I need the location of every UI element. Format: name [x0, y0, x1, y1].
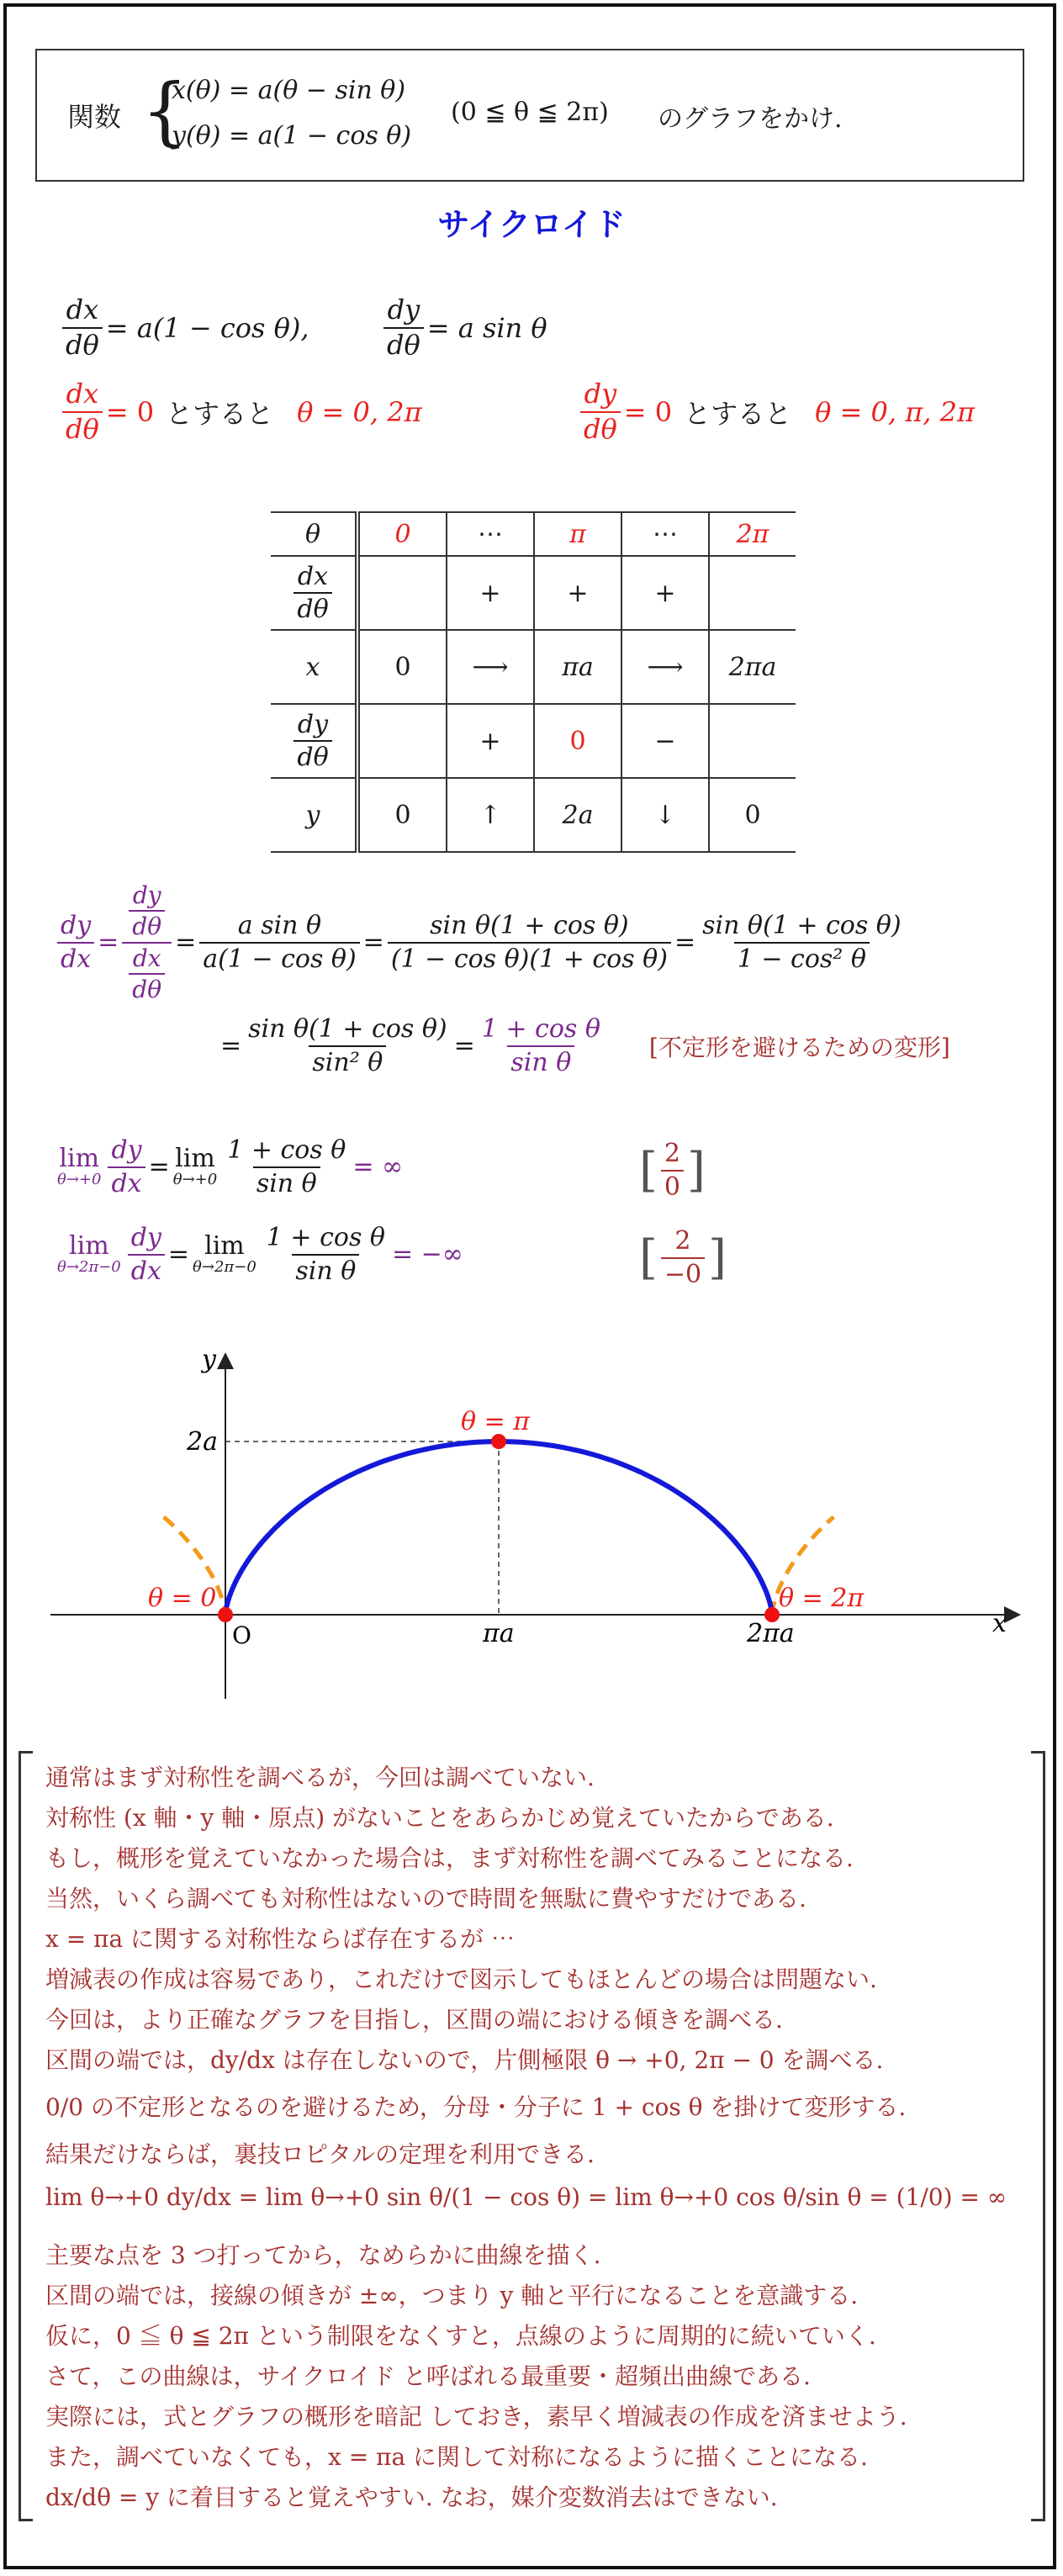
notes-bracket-right: [1031, 1751, 1045, 2521]
table-cell: ⟶: [621, 630, 709, 704]
lim2-func-num: 1 + cos θ: [266, 1223, 385, 1252]
note-line: x = πa に関する対称性ならば存在するが ⋯: [45, 1925, 515, 1953]
table-cell: πa: [534, 630, 621, 704]
lim2-dy: dy: [130, 1223, 161, 1252]
problem-suffix: のグラフをかけ.: [658, 104, 843, 134]
x-axis-label: x: [992, 1609, 1007, 1638]
table-cell: ⟶: [447, 630, 534, 704]
zero-condition-dy: [577, 380, 975, 443]
note-line: もし，概形を覚えていなかった場合は，まず対称性を調べてみることになる.: [45, 1844, 854, 1872]
slope-line-1: [54, 883, 908, 1002]
form2-den: −0: [661, 1257, 705, 1288]
point-theta-0: [218, 1607, 233, 1622]
table-row: [271, 778, 796, 852]
slope-result-num: 1 + cos θ: [481, 1014, 600, 1044]
problem-prefix: 関数: [67, 101, 122, 133]
limit-minus-form: [639, 1228, 727, 1288]
slope-step4-num: sin θ(1 + cos θ): [248, 1014, 447, 1044]
lim2-dx: dx: [128, 1254, 165, 1285]
lim1-eq: =: [148, 1152, 170, 1182]
y-axis-label: y: [202, 1345, 216, 1374]
table-cell-dydtheta: [271, 704, 357, 778]
table-dy-den: dθ: [294, 740, 331, 771]
bracket-open-2: [: [639, 1230, 658, 1285]
slope-step2-num: sin θ(1 + cos θ): [430, 911, 629, 941]
table-dy-num: dy: [297, 709, 329, 739]
limit-plus-form: [639, 1140, 706, 1200]
limit-plus: [54, 1137, 403, 1197]
x-tick-2pia: 2πa: [747, 1619, 795, 1648]
lim2-word: lim: [69, 1231, 109, 1262]
slope-result-den: sin θ: [507, 1045, 574, 1076]
table-cell: +: [447, 704, 534, 778]
table-cell: y: [271, 778, 357, 852]
slope-compound-frac: [122, 883, 172, 1002]
note-line: 主要な点を 3 つ打ってから，なめらかに曲線を描く.: [45, 2241, 601, 2269]
bracket-open: [: [639, 1143, 658, 1198]
problem-eq1: x(θ) = a(θ − sin θ): [172, 76, 406, 105]
page-title: サイクロイド: [437, 206, 626, 243]
increase-decrease-table: [271, 511, 796, 853]
slope-cf-dtheta2: dθ: [129, 973, 165, 1002]
form1-den: 0: [661, 1170, 684, 1201]
table-cell: +: [534, 556, 621, 630]
slope-step4-den: sin² θ: [309, 1045, 386, 1076]
slope-dy: dy: [61, 911, 92, 941]
limit-minus: [54, 1225, 463, 1284]
zero2-lhs: = 0: [623, 395, 673, 428]
table-row: [271, 512, 796, 556]
problem-box: [35, 49, 1024, 182]
lim1-result: = ∞: [352, 1152, 404, 1182]
lim1-func-num: 1 + cos θ: [227, 1135, 346, 1165]
table-cell-dxdtheta: [271, 556, 357, 630]
lim2-eq: =: [167, 1240, 190, 1269]
table-cell: 2πa: [709, 630, 796, 704]
lim1-sub-2: θ→+0: [172, 1170, 218, 1188]
notes-bracket-left: [19, 1751, 33, 2521]
slope-eq-3: =: [362, 928, 384, 958]
table-cell: [709, 704, 796, 778]
dy-num: dy: [387, 294, 420, 325]
problem-range: (0 ≦ θ ≦ 2π): [451, 98, 609, 127]
table-cell: θ: [271, 512, 357, 556]
form2-num: 2: [674, 1226, 691, 1256]
table-cell: −: [621, 704, 709, 778]
slope-eq: =: [98, 928, 119, 958]
slope-line-2: [220, 1016, 950, 1076]
table-row: [271, 630, 796, 704]
slope-note: [不定形を避けるための変形]: [648, 1033, 950, 1061]
table-cell: ⋯: [621, 512, 709, 556]
table-row: [271, 704, 796, 778]
table-cell: ⋯: [447, 512, 534, 556]
lim1-sub: θ→+0: [57, 1170, 102, 1188]
dx-num: dx: [66, 294, 99, 325]
slope-step3-den: 1 − cos² θ: [734, 942, 870, 973]
lim1-dx: dx: [108, 1166, 145, 1198]
table-cell: 2π: [709, 512, 796, 556]
y-tick-2a: 2a: [187, 1427, 218, 1457]
table-cell: 0: [709, 778, 796, 852]
cycloid-graph: [0, 1337, 1063, 1716]
bracket-close-2: ]: [708, 1230, 727, 1285]
slope-eq-2: =: [175, 928, 197, 958]
note-line: 通常はまず対称性を調べるが，今回は調べていない.: [45, 1764, 595, 1791]
zero-dx-den: dθ: [62, 411, 103, 444]
note-line: dx/dθ = y に着目すると覚えやすい. なお，媒介変数消去はできない.: [45, 2483, 778, 2511]
note-line: さて，この曲線は，サイクロイド と呼ばれる最重要・超頻出曲線である.: [45, 2362, 811, 2390]
dx-den: dθ: [62, 327, 103, 360]
form1-num: 2: [664, 1139, 680, 1168]
slope-step1-den: a(1 − cos θ): [199, 942, 359, 973]
slope-step1-num: a sin θ: [237, 911, 322, 941]
x-tick-pia: πa: [483, 1619, 515, 1648]
slope-cf-dy: dy: [132, 881, 161, 909]
derivative-dx: [59, 296, 309, 359]
zero1-lhs: = 0: [105, 395, 155, 428]
lim2-sub: θ→2π−0: [57, 1257, 121, 1276]
table-cell: π: [534, 512, 621, 556]
label-theta-0: θ = 0: [148, 1584, 217, 1613]
note-line: lim θ→+0 dy/dx = lim θ→+0 sin θ/(1 − cos θ) = lim θ→+0 cos θ/sin θ = (1/0) = ∞: [45, 2183, 1007, 2211]
origin-label: O: [232, 1621, 251, 1649]
lim1-dy: dy: [111, 1135, 142, 1165]
bracket-close: ]: [686, 1143, 706, 1198]
slope-cf-dtheta1: dθ: [129, 910, 165, 939]
table-cell: 0: [357, 778, 447, 852]
table-cell: 0: [534, 704, 621, 778]
note-line: 対称性 (x 軸・y 軸・原点) がないことをあらかじめ覚えていたからである.: [45, 1804, 834, 1832]
zero-condition-dx: [59, 380, 422, 443]
table-row: [271, 556, 796, 630]
table-cell: [357, 704, 447, 778]
table-cell: ↓: [621, 778, 709, 852]
slope-eq-6: =: [453, 1031, 475, 1061]
lim2-sub-2: θ→2π−0: [193, 1257, 256, 1276]
dx-rhs: = a(1 − cos θ),: [105, 311, 309, 344]
note-line: 区間の端では，接線の傾きが ±∞，つまり y 軸と平行になることを意識する.: [45, 2282, 859, 2309]
dy-den: dθ: [383, 327, 424, 360]
table-cell: 0: [357, 630, 447, 704]
lim2-result: = −∞: [391, 1240, 463, 1269]
table-cell: [709, 556, 796, 630]
problem-brace: {: [141, 67, 188, 154]
note-line: 今回は，より正確なグラフを目指し，区間の端における傾きを調べる.: [45, 2006, 783, 2034]
problem-eq2: y(θ) = a(1 − cos θ): [172, 121, 412, 151]
table-dx-den: dθ: [294, 592, 331, 623]
slope-step2-den: (1 − cos θ)(1 + cos θ): [388, 942, 671, 973]
lim1-func-den: sin θ: [253, 1166, 320, 1198]
note-line: 実際には，式とグラフの概形を暗記 しておき，素早く増減表の作成を済ませよう.: [45, 2403, 907, 2431]
zero2-solution: θ = 0, π, 2π: [815, 395, 975, 428]
lim2-func-den: sin θ: [292, 1254, 359, 1285]
note-line: 当然，いくら調べても対称性はないので時間を無駄に費やすだけである.: [45, 1885, 807, 1912]
note-line: 仮に，0 ≦ θ ≦ 2π という制限をなくすと，点線のように周期的に続いていく.: [45, 2322, 876, 2350]
note-line: また，調べていなくても，x = πa に関して対称になるように描くことになる.: [45, 2443, 868, 2471]
dy-rhs: = a sin θ: [426, 311, 547, 344]
table-cell: 0: [357, 512, 447, 556]
zero2-text: とすると: [684, 397, 792, 430]
slope-step3-num: sin θ(1 + cos θ): [702, 911, 902, 941]
slope-eq-5: =: [220, 1031, 242, 1061]
label-theta-2pi: θ = 2π: [779, 1584, 865, 1613]
zero1-solution: θ = 0, 2π: [297, 395, 422, 428]
lim2-word-2: lim: [204, 1231, 245, 1262]
table-cell: x: [271, 630, 357, 704]
derivative-dy: [380, 296, 547, 359]
label-theta-pi: θ = π: [461, 1407, 530, 1436]
lim1-word-2: lim: [175, 1144, 215, 1174]
slope-dx: dx: [57, 942, 94, 973]
zero-dx-num: dx: [66, 378, 99, 410]
slope-eq-4: =: [674, 928, 696, 958]
lim1-word: lim: [59, 1144, 100, 1174]
note-line: 0/0 の不定形となるのを避けるため，分母・分子に 1 + cos θ を掛けて変形する.: [45, 2093, 907, 2121]
zero1-text: とすると: [166, 397, 274, 430]
note-line: 増減表の作成は容易であり，これだけで図示してもほとんどの場合は問題ない.: [45, 1965, 877, 1993]
table-cell: [357, 556, 447, 630]
table-cell: +: [621, 556, 709, 630]
slope-cf-dx: dx: [132, 944, 161, 972]
zero-dy-den: dθ: [580, 411, 621, 444]
zero-dy-num: dy: [584, 378, 617, 410]
note-line: 区間の端では，dy/dx は存在しないので，片側極限 θ → +0, 2π − 0 を調べる.: [45, 2046, 884, 2074]
table-cell: 2a: [534, 778, 621, 852]
table-cell: ↑: [447, 778, 534, 852]
table-cell: +: [447, 556, 534, 630]
table-dx-num: dx: [297, 561, 329, 591]
note-line: 結果だけならば，裏技ロピタルの定理を利用できる.: [45, 2140, 595, 2168]
